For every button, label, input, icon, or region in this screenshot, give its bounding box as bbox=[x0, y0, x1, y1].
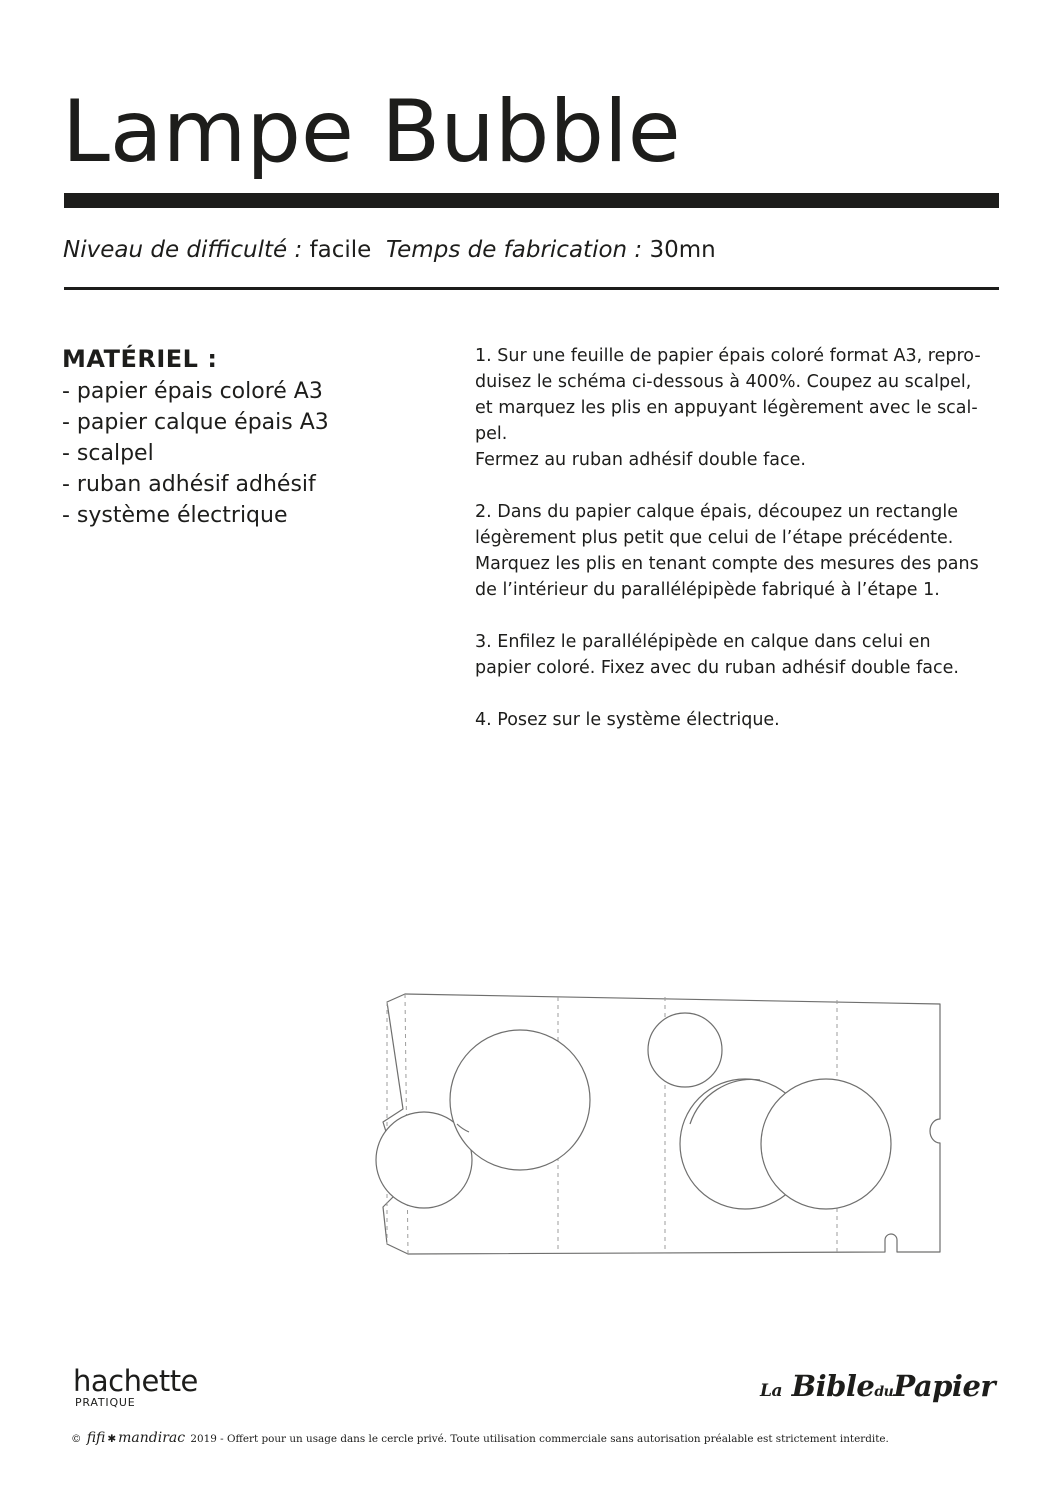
difficulty-value: facile bbox=[309, 237, 372, 263]
material-item: - papier épais coloré A3 bbox=[62, 379, 323, 404]
publisher-sub: PRATIQUE bbox=[75, 1396, 136, 1409]
time-label: Temps de fabrication : bbox=[385, 237, 643, 263]
step-1: 1. Sur une feuille de papier épais coloré format A3, repro- duisez le schéma ci-dessous à 400%. Coupez au scalpel, et marquez les plis en appuyant légèrement avec le scal- pel. Fermez au ruban adhésif double face. bbox=[475, 346, 981, 470]
brand-papier: Papier bbox=[893, 1369, 996, 1403]
time-value: 30mn bbox=[649, 237, 716, 263]
footer-legal bbox=[71, 1429, 889, 1448]
flower-icon: ✱ bbox=[107, 1433, 117, 1445]
step-2: 2. Dans du papier calque épais, découpez un rectangle légèrement plus petit que celui de l’étape précédente. Marquez les plis en tenant compte des mesures des pans de l’intérieur du parallélépipède fabriqué à l’étape 1. bbox=[475, 502, 979, 600]
brand-du: du bbox=[874, 1384, 894, 1400]
lamp-cutting-pattern bbox=[360, 992, 960, 1272]
meta-rule bbox=[64, 287, 999, 290]
page-title: Lampe Bubble bbox=[62, 82, 681, 182]
materials-list bbox=[62, 376, 422, 531]
materials-heading: MATÉRIEL : bbox=[62, 345, 218, 373]
author-last: mandirac bbox=[118, 1430, 186, 1446]
hachette-logo bbox=[73, 1365, 198, 1409]
step-3: 3. Enfilez le parallélépipède en calque dans celui en papier coloré. Fixez avec du ruban adhésif double face. bbox=[475, 632, 959, 678]
instructions-section bbox=[475, 343, 1020, 759]
brand-bible: Bible bbox=[791, 1369, 875, 1403]
copyright-symbol: © bbox=[71, 1433, 82, 1445]
title-rule bbox=[64, 193, 999, 208]
publisher-name: hachette bbox=[73, 1364, 198, 1398]
bubble-cutouts bbox=[376, 1013, 891, 1209]
brand-la: La bbox=[760, 1381, 782, 1401]
material-item: - ruban adhésif adhésif bbox=[62, 472, 316, 497]
bible-du-papier-logo bbox=[760, 1368, 995, 1410]
step-4: 4. Posez sur le système électrique. bbox=[475, 710, 780, 730]
material-item: - système électrique bbox=[62, 503, 288, 528]
material-item: - papier calque épais A3 bbox=[62, 410, 329, 435]
footer-text: 2019 - Offert pour un usage dans le cercle privé. Toute utilisation commerciale sans autorisation préalable est strictement interdite. bbox=[190, 1433, 889, 1445]
difficulty-label: Niveau de difficulté : bbox=[63, 237, 303, 263]
project-meta bbox=[63, 234, 716, 266]
author-first: fifi bbox=[86, 1430, 106, 1446]
materials-section bbox=[62, 342, 422, 531]
material-item: - scalpel bbox=[62, 441, 154, 466]
